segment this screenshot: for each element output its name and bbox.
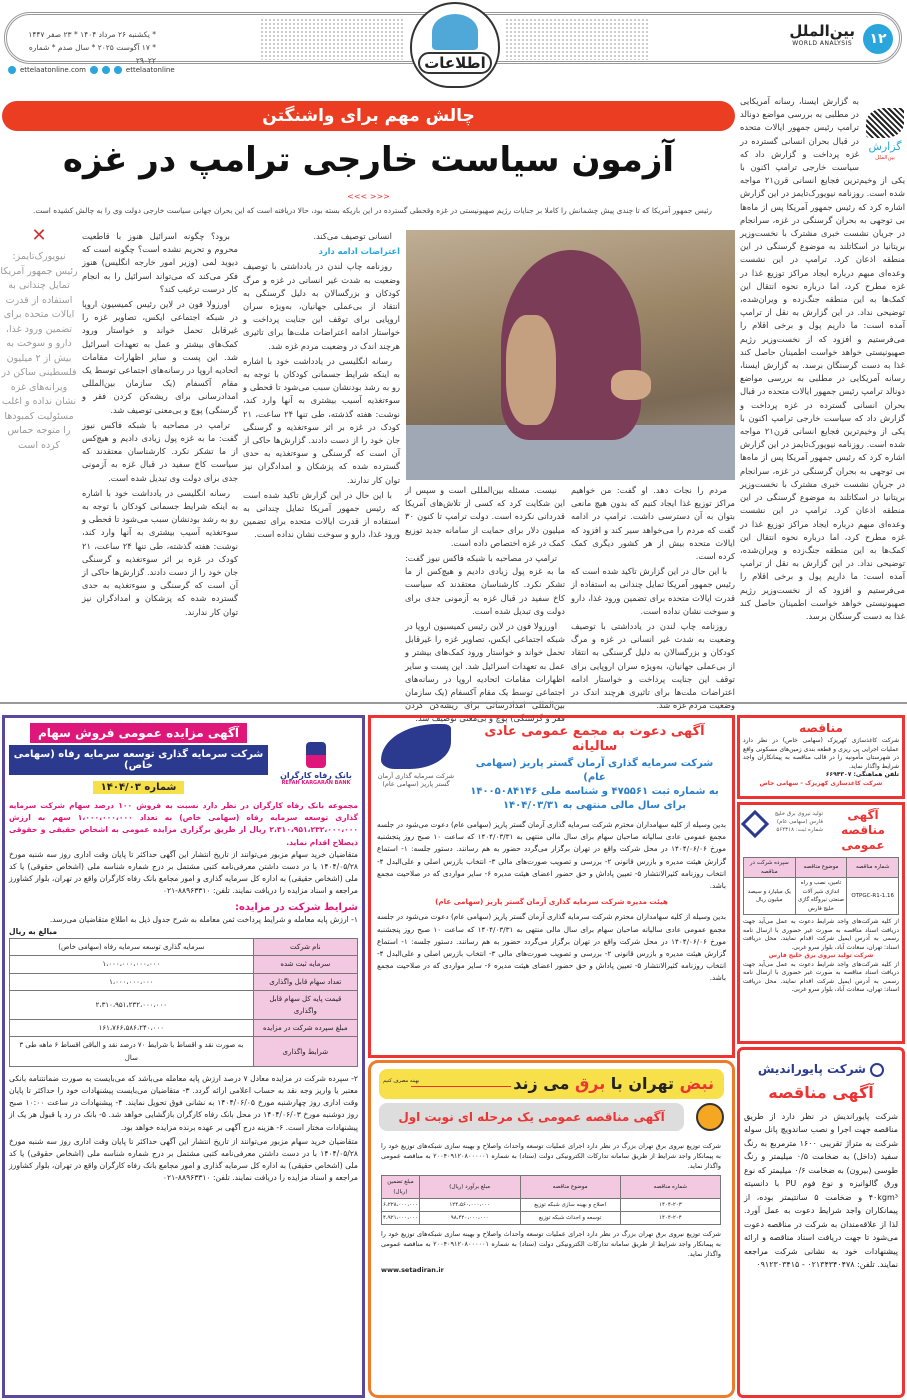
lead-paragraph: رئیس جمهور آمریکا که تا چندی پیش چشمانش را کاملا بر جنایات رژیم صهیونیستی در غزه وقحطی گسترده در این باریکه بسته بود، حالا دریافته است که این بحران جهانی سیاست خارجی دولت وی را به چالش کشیده است. xyxy=(33,206,712,215)
table-label: نام شرکت xyxy=(253,939,357,956)
paragraph: روزنامه چاپ لندن در یادداشتی با توصیف وضعیت به شدت غیر انسانی در غزه و مرگ کودکان و بزرگسالان به دلیل گرسنگی به انتقاد از بی‌عملی جهانیان، به‌ویژه سران اروپایی برای توقف این جنایت پرداخت و خواستار ادامه اعتراضات ملت‌ها برای تاثیری هرچند اندک در وضعیت مردم غزه شد. xyxy=(571,621,735,711)
article-column xyxy=(405,484,565,724)
table-label: مبلغ سپرده شرکت در مزایده xyxy=(253,1020,357,1037)
ad-content xyxy=(743,857,899,995)
arman-logo-icon xyxy=(381,724,451,769)
table-row xyxy=(382,1199,721,1212)
paragraph: ترامپ در مصاحبه با شبکه فاکس نیوز گفت: ما به غزه پول زیادی دادیم و هیچ‌کس از ما تشکر نکرد. کارشناسان معتقدند که سیاست کاخ سفید در قبال غزه به آزمونی جدی برای دولت وی تبدیل شده است. xyxy=(405,553,565,616)
globe-icon xyxy=(8,66,16,74)
newspaper-logo xyxy=(410,2,500,88)
ad-title: مناقصه xyxy=(799,721,843,735)
ad-fiscal-year: برای سال مالی منتهی به ۱۴۰۴/۰۳/۳۱ xyxy=(502,800,687,811)
section-title-en: WORLD ANALYSIS xyxy=(792,40,853,47)
article-column xyxy=(571,484,735,711)
date-line-2: * ۱۷ آگوست ۲۰۲۵ * سال صدم * شماره ۲۹۰۲۲ xyxy=(28,43,156,65)
paragraph: ترامپ در مصاحبه با شبکه فاکس نیوز گفت: ما به غزه پول زیادی دادیم و هیچ‌کس از ما تشکر نکرد. کارشناسان معتقدند که سیاست کاخ سفید در قبال غزه به آزمونی جدی برای دولت وی تبدیل شده است. xyxy=(82,419,238,483)
company-name: شرکت پایوراندیش xyxy=(757,1062,866,1076)
pull-quote-text: نیویورک‌تایمز: رئیس جمهور آمریکا تمایل چندانی به استفاده از قدرت ایالات متحده برای تضمین ورود غذا، دارو و سوخت به بیش از ۲ میلیون فلسطینی ساکن در ویرانه‌های غزه نشان نداده و اغلب مسئولیت کمبودها را متوجه حماس کرده است xyxy=(0,251,78,451)
table-row xyxy=(382,1212,721,1225)
table-header: شماره مناقصه xyxy=(620,1176,720,1199)
ad-titles xyxy=(9,722,268,794)
table-label: سرمایه ثبت شده xyxy=(253,956,357,973)
ad-header xyxy=(377,724,726,813)
table-row xyxy=(10,956,358,973)
table-header-row xyxy=(382,1176,721,1199)
ad-refah-auction xyxy=(2,715,365,1398)
paragraph: مردم را نجات دهد. او گفت: من خواهیم مراکز توزیع غذا ایجاد کنیم که بدون هیچ مانعی بتوان به آن دسترسی داشت. ترامپ در ادامه گفت که مردم را می‌خواهد سیر کند و افزود که ایالات متحده بیش از هر کشور دیگری کمک کرده است. xyxy=(571,485,735,562)
section-title-fa: بین‌الملل xyxy=(789,22,855,40)
header-pattern xyxy=(260,18,405,60)
telegram-icon[interactable] xyxy=(90,66,98,74)
slogan-part: برق xyxy=(574,1074,606,1093)
paragraph: انسانی توصیف می‌کند. xyxy=(313,231,392,241)
table-cell: توسعه و احداث شبکه توزیع xyxy=(520,1212,620,1225)
ad-body: متقاضیان خرید سهام مزبور می‌توانند از تاریخ انتشار این آگهی حداکثر تا پایان وقت اداری روز سه شنبه مورخ ۱۴۰۴/۰۵/۲۸ با در دست داشتن معرفی‌نامه کتبی مشتمل بر درج شماره شناسه ملی (اشخاص حقوقی) یا کد ملی (اشخاص حقیقی) به اداره کل سرمایه گذاری و امور مجامع بانک رفاه کارگران واقع در تهران، بلوار کشاورز مراجعه و اسناد مزایده را دریافت نمایند. تلفن: ۸۸۹۶۳۳۱۰-۰۲۱ xyxy=(9,1136,358,1183)
ad-header xyxy=(743,808,899,853)
table-value: سرمایه گذاری توسعه سرمایه رفاه (سهامی خاص) xyxy=(10,939,254,956)
table-value: ۱۶۱،۷۶۶،۵۸۶،۲۴۰،۰۰۰ xyxy=(10,1020,254,1037)
tender-table xyxy=(381,1175,721,1225)
table-cell: اصلاح و بهینه سازی شبکه توزیع xyxy=(520,1199,620,1212)
article-column xyxy=(243,230,400,700)
currency-note: مبالغ به ریال xyxy=(9,927,58,937)
page-number: ۱۲ xyxy=(863,24,893,54)
arman-logo xyxy=(377,724,455,788)
ad-title: آگهی مناقصه عمومی xyxy=(841,808,885,852)
paragraph: رسانه انگلیسی در یادداشت خود با اشاره به اینکه شرایط جسمانی کودکان با توجه به رو به رشد بودنشان سبب می‌شود تا قحطی و سوءتغذیه آسیب بیشتری به آنها وارد کند، نوشت: هفته گذشته، طی تنها ۲۴ ساعت، ۲۱ کودک در غزه بر اثر سوءتغذیه و گرسنگی جان خود را از دست دادند. گزارش‌ها حاکی از آن است که گرسنگی و سوءتغذیه به حدی گسترده شده که پزشکان و امدادگران نیز توان کار ندارند. xyxy=(243,355,400,485)
report-label: گزارش xyxy=(868,140,902,153)
ad-title: آگهی مناقصه عمومی یک مرحله ای نوبت اول xyxy=(379,1103,684,1131)
tender-table xyxy=(743,857,899,915)
table-row xyxy=(10,939,358,956)
table-label: شرایط واگذاری xyxy=(253,1037,357,1066)
table-value: ۱،۰۰۰،۰۰۰،۰۰۰ xyxy=(10,973,254,990)
ad-body: بدین وسیله از کلیه سهامداران محترم شرکت سرمایه گذاری آرمان گستر پاریز (سهامی عام) دعوت می‌شود در جلسه مجمع عمومی عادی سالیانه صاحبان سهام برای سال مالی منتهی به ۱۴۰۴/۰۳/۳۱ که ساعت ۱۰ صبح روز پنجشنبه مورخ ۱۴۰۴/۰۶/۰۶ در محل شرکت واقع در تهران برگزار می‌گردد حضور به هم رسانند. دستور جلسه: ۱- استماع گزارش هیئت مدیره و بازرس قانونی ۲- بررسی و تصویب صورت‌های مالی ۳- انتخاب بازرس اصلی و علی‌البدل ۴- انتخاب روزنامه کثیرالانتشار ۵- تعیین پاداش و حق حضور اعضای هیئت مدیره ۶- سایر مواردی که در صلاحیت مجمع باشد. xyxy=(377,820,727,891)
section-divider xyxy=(0,702,907,704)
ad-body: بدین وسیله از کلیه سهامداران محترم شرکت سرمایه گذاری آرمان گستر پاریز (سهامی عام) دعوت می‌شود در جلسه مجمع عمومی عادی سالیانه صاحبان سهام برای سال مالی منتهی به ۱۴۰۴/۰۳/۳۱ که ساعت ۱۰ صبح روز پنجشنبه مورخ ۱۴۰۴/۰۶/۰۶ در محل شرکت واقع در تهران برگزار می‌گردد حضور به هم رسانند. دستور جلسه: ۱- استماع گزارش هیئت مدیره و بازرس قانونی ۲- بررسی و تصویب صورت‌های مالی ۳- انتخاب بازرس اصلی و علی‌البدل ۴- انتخاب روزنامه کثیرالانتشار ۵- تعیین پاداش و حق حضور اعضای هیئت مدیره ۶- سایر مواردی که در صلاحیت مجمع باشد. xyxy=(377,912,727,983)
slogan-part: می زند xyxy=(513,1074,570,1093)
ad-signature: شرکت تولید نیروی برق خلیج فارس xyxy=(768,952,874,959)
bank-name: بانک رفاه کارگران xyxy=(280,771,352,780)
photo-baby xyxy=(611,370,651,400)
ad-number: شماره ۱۴۰۴/۰۳ xyxy=(93,781,185,794)
table-cell: ۱۲۴،۵۶۰،۰۰۰،۰۰۰ xyxy=(419,1199,520,1212)
ad-header xyxy=(9,722,358,794)
ad-intro: مجموعه بانک رفاه کارگران در نظر دارد نسبت به فروش ۱۰۰ درصد سهام شرکت سرمایه گذاری توسعه سرمایه رفاه (سهامی خاص) به تعداد ۱،۰۰۰،۰۰۰،۰۰۰ سهم به ارزش ۲،۳۱۰،۹۵۱،۲۳۲،۰۰۰،۰۰۰ ریال از طریق برگزاری مزایده عمومی به اشخاص حقیقی و حقوقی ذیصلاح اقدام نماید. xyxy=(9,801,358,847)
bank-logo xyxy=(274,722,358,786)
ad-registration: به شماره ثبت ۴۷۵۵۶۱ و شناسه ملی ۱۴۰۰۵۰۸۴۱۴۶ xyxy=(470,786,719,797)
table-cell: ۱۴۰۴-۲۰۳ xyxy=(620,1199,720,1212)
ad-payvar-tender xyxy=(737,1047,905,1398)
crossed-arrows-icon: ✕ xyxy=(31,225,47,246)
paragraph: رسانه انگلیسی در یادداشت خود با اشاره به اینکه شرایط جسمانی کودکان با توجه به رو به رشد بودنشان سبب می‌شود تا قحطی و سوءتغذیه آسیب بیشتری به آنها وارد کند، نوشت: هفته گذشته، طی تنها ۲۴ ساعت، ۲۱ کودک در غزه بر اثر سوءتغذیه و گرسنگی جان خود را از دست دادند. گزارش‌ها حاکی از آن است که گرسنگی و سوءتغذیه به حدی گسترده شده که پزشکان و امدادگران نیز توان کار ندارند. xyxy=(82,487,238,617)
header-pattern xyxy=(505,18,650,60)
ad-company: تولید نیروی برق خلیج فارس (سهامی عام) xyxy=(774,811,823,825)
table-cell: OTPGC-R1-1.16 xyxy=(847,878,899,915)
conditions-title: شرایط شرکت در مزایده: xyxy=(234,901,358,913)
ad-tehran-power-tender xyxy=(368,1060,735,1398)
bank-logo-icon xyxy=(306,742,326,768)
table-header: مبلغ برآورد (ریال) xyxy=(419,1176,520,1199)
table-value: به صورت نقد و اقساط با شرایط ۷۰ درصد نقد و الباقی اقساط ۶ ماهه طی ۳ سال xyxy=(10,1037,254,1066)
page-header xyxy=(0,0,907,90)
logo-caption: شرکت سرمایه گذاری آرمان گستر پاریز (سهامی عام) xyxy=(377,772,455,788)
table-row xyxy=(744,878,899,915)
paragraph: به گزارش ایسنا، رسانه آمریکایی در مطلبی به بررسی مواضع دونالد ترامپ رئیس جمهور ایالات متحده در قبال بحران انسانی گسترده در غزه پرداخت و گزارش داد که سیاست خارجی ترامپ اکنون با یکی از وخیم‌ترین فجایع انسانی قرن۲۱ مواجه شده است. روزنامه نیویورک‌تایمز در این گزارش اشاره کرد که رئیس جمهور آمریکا پس از ماه‌ها بی توجهی به بحران گرسنگی در غزه، سرانجام در جریان نشست خبری مشترک با نخست‌وزیر بریتانیا در اسکاتلند به موضوع گرسنگی در این منطقه اذعان کرد. ترامپ در این نشست وعده‌ای مبهم درباره ایجاد مراکز توزیع غذا در غزه مطرح کرد، اما درباره نحوه انتقال این کمک‌ها به این منطقه جنگ‌زده و ویران‌شده، توضیحی نداد. در این گزارش به نقل از ترامپ آمده است: ما داریم پول و برخی اقلام را می‌فرستیم و افزود که از نخست‌وزیر رژیم صهیونیستی خواهد خواست اطمینان حاصل کند غذا به دست گرسنگان برسد. xyxy=(740,96,906,371)
table-header-row xyxy=(744,858,899,878)
bank-name-en: REFAH KARGARAN BANK xyxy=(281,780,351,786)
report-sublabel: بین‌الملل xyxy=(875,155,895,161)
social-handle[interactable]: ettelaatonline xyxy=(125,66,175,74)
ad-phone: تلفن هماهنگی: ۶۶۹۴۳۰۷ xyxy=(825,771,899,778)
ad-title: آگهی دعوت به مجمع عمومی عادی سالیانه xyxy=(484,724,705,754)
ad-registration: شماره ثبت: ۵۶۴۳۱۸ xyxy=(776,827,823,833)
paragraph: اورزولا فون در لاین رئیس کمیسیون اروپا در شبکه اجتماعی ایکس، تصاویر غزه را غیرقابل تحمل خواند و خواستار ورود کمک‌های بیشتر و عمل به تعهدات اسرائیل شد. این پست و سایر اظهارات مقامات اتحادیه اروپا در رسانه‌های اجتماعی توسط یک مقام آکسفام (یک سازمان بین‌المللی امدادرسانی برای ریشه‌کن کردن فقر و گرسنگی) پوچ و بی‌معنی توصیف شد. xyxy=(82,299,238,415)
ad-body: از کلیه شرکت‌های واجد شرایط دعوت به عمل می‌آید جهت دریافت اسناد مناقصه به صورت غیر حضوری با ارسال نامه رسمی به آدرس ایمیل شرکت اقدام نمایند. محل دریافت اسناد: تهران، سعادت آباد، بلوار سرو غربی. xyxy=(743,960,899,993)
ad-kahrizak-tender xyxy=(737,715,905,799)
ad-signature: هیئت مدیره شرکت سرمایه گذاری آرمان گستر پاریز (سهامی عام) xyxy=(435,897,668,907)
dateline xyxy=(26,28,156,67)
ad-body: شرکت پایوراندیش در نظر دارد از طریق مناقصه جهت اجرا و نصب ساندویچ پانل سوله شرکت به متراژ تقریبی ۱۶۰۰ مترمربع به رنگ سفید (داخل) به ضخامت ۰/۵ میلیمتر و رنگ طوسی (بیرون) به ضخامت ۰/۶ میلیمتر که نوع ورق گالوانیزه و نوع فوم PU با دانسیته ۴۰kgm³ و ضخامت ۵ سانتیمتر بوده، از پیمانکاران واجد شرایط دعوت به عمل آورد. لذا از علاقه‌مندان به شرکت در مناقصه دعوت می‌شود تا جهت دریافت اسناد مناقصه و ارائه پیشنهادات خود به نشانی شرکت مراجعه نمایند. تلفن: ۰۲۱۳۴۳۴۰۴۷۸ - ۰۹۱۲۳۰۳۴۱۵ xyxy=(744,1111,899,1269)
slogan-note: بهینه مصرف کنیم xyxy=(383,1078,420,1084)
power-company-logo-icon xyxy=(696,1103,724,1131)
logo-emblem xyxy=(432,14,478,50)
instagram-icon[interactable] xyxy=(114,66,122,74)
ad-signature: شرکت کاغذسازی کهریزک - سهامی خاص xyxy=(759,779,883,787)
table-cell: ۶،۲۲۸،۰۰۰،۰۰۰ xyxy=(382,1199,420,1212)
article-column xyxy=(82,230,238,700)
paragraph: با این حال در این گزارش تاکید شده است که رئیس جمهور آمریکا تمایل چندانی به استفاده از قدرت ایالات متحده برای تضمین ورود غذا، دارو و سوخت نشان نداده است. xyxy=(243,489,400,540)
auction-table xyxy=(9,938,358,1067)
ad-body: متقاضیان خرید سهام مزبور می‌توانند از تاریخ انتشار این آگهی حداکثر تا پایان وقت اداری روز سه شنبه مورخ ۱۴۰۴/۰۵/۲۸ با در دست داشتن معرفی‌نامه کتبی مشتمل بر درج شماره شناسه ملی (اشخاص حقوقی) یا کد ملی (اشخاص حقیقی) به اداره کل سرمایه گذاری و امور مجامع بانک رفاه کارگران واقع در تهران، بلوار کشاورز مراجعه و اسناد مزایده را دریافت نمایند. تلفن: ۸۸۹۶۳۳۱۰-۰۲۱ xyxy=(9,849,358,896)
pulse-line-icon xyxy=(411,1075,511,1087)
photo-child xyxy=(506,315,556,425)
slogan-part: نبض xyxy=(679,1074,714,1093)
ad-body: شرکت کاغذسازی کهریزک (سهامی خاص) در نظر دارد عملیات اجرایی پی ریزی و قطعه بندی زمین‌های مسکونی واقع در شهرستان مأمونیه را در قالب مناقصه به پیمانکاران واجد شرایط واگذار نماید. xyxy=(743,737,899,770)
ad-company: شرکت سرمایه گذاری آرمان گستر پاریز (سهامی عام) xyxy=(475,758,714,783)
ad-titles xyxy=(463,724,726,813)
ad-arman-assembly xyxy=(368,715,735,1058)
table-label: تعداد سهام قابل واگذاری xyxy=(253,973,357,990)
slogan-part: تهران با xyxy=(610,1074,675,1093)
table-header: موضوع مناقصه xyxy=(795,858,847,878)
table-row xyxy=(10,990,358,1019)
payvar-company xyxy=(744,1062,898,1077)
gear-icon xyxy=(870,1063,884,1077)
table-cell: ۴،۹۲۱،۰۰۰،۰۰۰ xyxy=(382,1212,420,1225)
table-row xyxy=(10,1037,358,1066)
table-value: ۲،۳۱۰،۹۵۱،۲۳۲،۰۰۰،۰۰۰ xyxy=(10,990,254,1019)
ad-content xyxy=(381,1141,721,1275)
date-line-1: * یکشنبه ۲۶ مرداد ۱۴۰۴ * ۲۳ صفر ۱۴۴۷ xyxy=(28,30,156,39)
table-cell: ۹۸،۴۲۰،۰۰۰،۰۰۰ xyxy=(419,1212,520,1225)
table-header: سپرده شرکت در مناقصه xyxy=(744,858,796,878)
icon-spacer xyxy=(859,95,905,169)
table-value: ۱،۰۰۰،۰۰۰،۰۰۰،۰۰۰ xyxy=(10,956,254,973)
table-row xyxy=(10,973,358,990)
ad-content xyxy=(9,800,358,1185)
subhead: اعتراضات ادامه دارد xyxy=(318,246,400,257)
pull-quote xyxy=(0,225,78,495)
table-cell: ۱۴۰۴-۲۰۴ xyxy=(620,1212,720,1225)
table-row xyxy=(10,1020,358,1037)
ad-subtitle: شرکت سرمایه گذاری توسعه سرمایه رفاه (سهامی خاص) xyxy=(9,745,268,775)
website-link[interactable]: ettelaatonline.com xyxy=(20,66,86,74)
table-cell: یک میلیارد و سیصد میلیون ریال xyxy=(744,878,796,915)
paragraph: روزنامه چاپ لندن در یادداشتی با توصیف وضعیت به شدت غیر انسانی در غزه و مرگ کودکان و بزرگسالان به دلیل گرسنگی به انتقاد از بی‌عملی جهانیان، به‌ویژه سران اروپایی برای توقف این جنایت پرداخت و خواستار ادامه اعتراضات ملت‌ها برای تاثیری هرچند اندک در وضعیت مردم غزه شد. xyxy=(243,261,400,351)
ad-title: آگهی مزایده عمومی فروش سهام xyxy=(30,723,247,743)
headline: آزمون سیاست خارجی ترامپ در غزه xyxy=(62,140,675,180)
social-links xyxy=(8,66,175,74)
ad-content xyxy=(377,819,726,985)
table-label: قیمت پایه کل سهام قابل واگذاری xyxy=(253,990,357,1019)
ad-company-block xyxy=(773,808,823,834)
table-header: موضوع مناقصه xyxy=(520,1176,620,1199)
article-column-right xyxy=(740,95,905,700)
section-title xyxy=(789,22,855,47)
table-header: مبلغ تضمین (ریال) xyxy=(382,1176,420,1199)
paragraph: به گزارش ایسنا، رسانه آمریکایی در مطلبی به بررسی مواضع دونالد ترامپ رئیس جمهور ایالات متحده در قبال بحران انسانی گسترده در غزه پرداخت و گزارش داد که سیاست خارجی ترامپ اکنون با یکی از وخیم‌ترین فجایع انسانی قرن۲۱ مواجه شده است. روزنامه نیویورک‌تایمز در این گزارش اشاره کرد که رئیس جمهور آمریکا پس از ماه‌ها بی توجهی به بحران گرسنگی در غزه، سرانجام در جریان نشست خبری مشترک با نخست‌وزیر بریتانیا در اسکاتلند به موضوع گرسنگی در این منطقه اذعان کرد. ترامپ در این نشست وعده‌ای مبهم درباره ایجاد مراکز توزیع غذا در غزه مطرح کرد، اما درباره نحوه انتقال این کمک‌ها به این منطقه جنگ‌زده و ویران‌شده، توضیحی نداد. در این گزارش به نقل از ترامپ آمده است: ما داریم پول و برخی اقلام را می‌فرستیم و افزود که از نخست‌وزیر رژیم صهیونیستی خواهد خواست اطمینان حاصل کند غذا به دست گرسنگان برسد. xyxy=(740,360,906,621)
ad-body: شرکت توزیع نیروی برق تهران بزرگ در نظر دارد اجرای عملیات توسعه واحداث واصلاح و بهینه سازی شبکه‌های توزیع خود را به پیمانکار واجد شرایط از طریق سامانه تدارکات الکترونیکی دولت (ستاد) به شماره ۲۰۰۴۰۹۱۲۰۸۰۰۰۰۰۱ به مناقصه عمومی واگذار نماید. xyxy=(381,1142,721,1170)
kicker-banner: چالش مهم برای واشنگتن xyxy=(2,101,735,131)
fars-logo-icon xyxy=(741,810,769,838)
ad-content xyxy=(743,737,899,788)
ad-body: از کلیه شرکت‌های واجد شرایط دعوت به عمل می‌آید جهت دریافت اسناد مناقصه به صورت غیر حضوری با ارسال نامه رسمی به آدرس ایمیل شرکت اقدام نمایند. محل دریافت اسناد: تهران، سعادت آباد، بلوار سرو غربی. xyxy=(743,918,899,951)
paragraph: نیست. مسئله بین‌المللی است و سپس از این شکایت کرد که کسی از تلاش‌های آمریکا قدردانی نکرده است. دولت ترامپ تا کنون ۳۰ میلیون دلار برای حمایت از سامانه جدید توزیع کمک در غزه اختصاص داده است. xyxy=(405,485,565,548)
twitter-icon[interactable] xyxy=(102,66,110,74)
logo-text: اطلاعات xyxy=(418,52,492,74)
paragraph: با این حال در این گزارش تاکید شده است که رئیس جمهور آمریکا تمایل چندانی به استفاده از قدرت ایالات متحده برای تضمین ورود غذا، دارو و سوخت نشان نداده است. xyxy=(571,566,735,616)
ad-terms: ۲- سپرده شرکت در مزایده معادل ۷ درصد ارزش پایه معامله می‌باشد که می‌بایست به صورت ضمانتنامه بانکی معتبر یا واریز وجه نقد به حساب اعلامی ارائه گردد. ۳- متقاضیان می‌بایست پیشنهادات خود را حداکثر تا پایان وقت اداری روز چهارشنبه مورخ ۱۴۰۴/۰۶/۰۵ به نشانی فوق تحویل نمایند. ۴- پیشنهادات در ساعت ۱۰:۰۰ صبح روز دوشنبه مورخ ۱۴۰۴/۰۶/۰۳ در محل بانک رفاه کارگران بازگشایی خواهد شد. ۵- بانک در رد یا قبول هر یک از پیشنهادات مختار است. ۶- هزینه درج آگهی بر عهده برنده مزایده خواهد بود. xyxy=(9,1073,359,1132)
table-cell: تامین، نصب و راه اندازی شیر آلات صنعتی نیروگاه گازی خلیج فارس xyxy=(795,878,847,915)
ornament: <<< >>> xyxy=(347,192,390,201)
paragraph: برود؟ چگونه اسرائیل هنوز با قاطعیت محروم و تحریم نشده است؟ چگونه است که دیوید لمی (وزیر امور خارجه انگلیس) هنوز فکر می‌کند که می‌تواند اسرائیل را به انجام کار درست ترغیب کند؟ xyxy=(82,231,238,294)
paragraph: اورزولا فون در لاین رئیس کمیسیون اروپا در شبکه اجتماعی ایکس، تصاویر غزه را غیرقابل تحمل خواند و خواستار ورود کمک‌های بیشتر و عمل به تعهدات اسرائیل شد. این پست و سایر اظهارات مقامات اتحادیه اروپا در رسانه‌های اجتماعی توسط یک مقام آکسفام (یک سازمان بین‌المللی امدادرسانی برای ریشه‌کن کردن فقر و گرسنگی) پوچ و بی‌معنی توصیف شد. xyxy=(405,621,565,724)
ad-fars-power-tender xyxy=(737,802,905,1044)
condition-1: ۱- ارزش پایه معامله و شرایط پرداخت ثمن معامله به شرح جدول ذیل به اطلاع متقاضیان می‌رسد. xyxy=(49,914,358,924)
ad-website[interactable]: www.setadiran.ir xyxy=(381,1266,444,1274)
article-photo xyxy=(406,230,735,480)
ad-body: شرکت توزیع نیروی برق تهران بزرگ در نظر دارد اجرای عملیات توسعه واحداث واصلاح و بهینه سازی شبکه‌های توزیع خود را به پیمانکار واجد شرایط از طریق سامانه تدارکات الکترونیکی دولت (ستاد) به شماره ۲۰۰۴۰۹۱۲۰۸۰۰۰۰۰۱ به مناقصه عمومی واگذار نماید. xyxy=(381,1230,721,1258)
ad-title: آگهی مناقصه xyxy=(768,1082,874,1102)
table-header: شماره مناقصه xyxy=(847,858,899,878)
